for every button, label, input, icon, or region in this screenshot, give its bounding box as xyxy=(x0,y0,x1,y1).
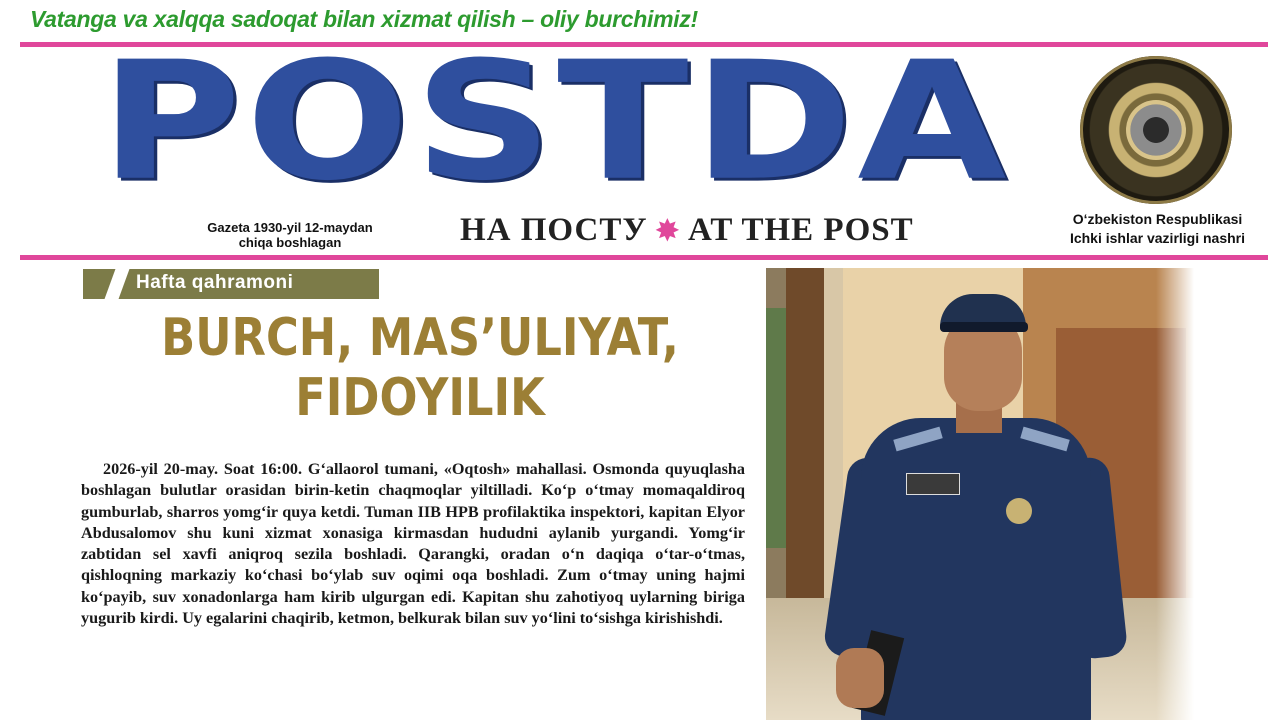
slogan: Vatanga va xalqqa sadoqat bilan xizmat qilish – oliy burchimiz! xyxy=(30,6,698,32)
founding-note-line2: chiqa boshlagan xyxy=(238,235,342,250)
article-headline xyxy=(145,308,695,428)
photo-pillar xyxy=(786,268,824,598)
founding-note xyxy=(180,220,400,250)
publisher-line2: Ichki ishlar vazirligi nashri xyxy=(1069,230,1246,246)
founding-note-line1: Gazeta 1930-yil 12-maydan xyxy=(207,220,373,235)
officer-photo xyxy=(766,268,1194,720)
photo-hand xyxy=(836,648,884,708)
masthead-title: POSTDA xyxy=(100,25,1011,217)
photo-cap-visor xyxy=(940,322,1028,332)
headline-line2: FIDOYILIK xyxy=(295,368,545,428)
bottom-divider xyxy=(20,255,1268,260)
photo-edge-fade xyxy=(1156,268,1194,720)
photo-window xyxy=(766,308,786,548)
photo-chest-emblem-icon xyxy=(1006,498,1032,524)
emblem-center-icon xyxy=(1126,100,1186,160)
subtitle-english: AT THE POST xyxy=(688,212,914,248)
photo-uniform xyxy=(861,418,1091,720)
section-label: Hafta qahramoni xyxy=(136,272,294,293)
photo-name-badge xyxy=(906,473,960,495)
article-body: 2026-yil 20-may. Soat 16:00. G‘allaorol tumani, «Oqtosh» mahallasi. Osmonda quyuqlasha boshlagan bulutlar orasidan birin-ketin chaqmoqlar yiltilladi. Ko‘p o‘tmay momaqaldiroq gumburlab, sharros yomg‘ir quya ketdi. Tuman IIB HPB profilaktika inspektori, kapitan Elyor Abdusalomov shu kuni xizmat xonasiga kirmasdan hududni aylanib yurgandi. Yomg‘ir zabtidan sel xavfi aniqroq sezila boshladi. Qarangki, oradan o‘n daqiqa o‘tar-o‘tmas, qishloqning markaziy ko‘chasi bo‘ylab suv oqimi oqa boshladi. Zum o‘tmay uning hajmi ko‘payib, suv xonadonlarga ham kirib ulgurgan edi. Kapitan shu zahotiyoq uylarning biriga yugurib kirdi. Uy egalarini chaqirib, ketmon, belkurak bilan suv yo‘lini to‘sishga kirishishdi. xyxy=(81,460,745,628)
star-icon: ✸ xyxy=(655,216,681,247)
masthead-subtitle xyxy=(460,212,914,249)
publisher-line1: O‘zbekiston Respublikasi xyxy=(1072,211,1243,227)
publisher-note xyxy=(1050,210,1265,248)
subtitle-russian: НА ПОСТУ xyxy=(460,212,648,248)
headline-line1: BURCH, MAS’ULIYAT, xyxy=(161,308,679,368)
